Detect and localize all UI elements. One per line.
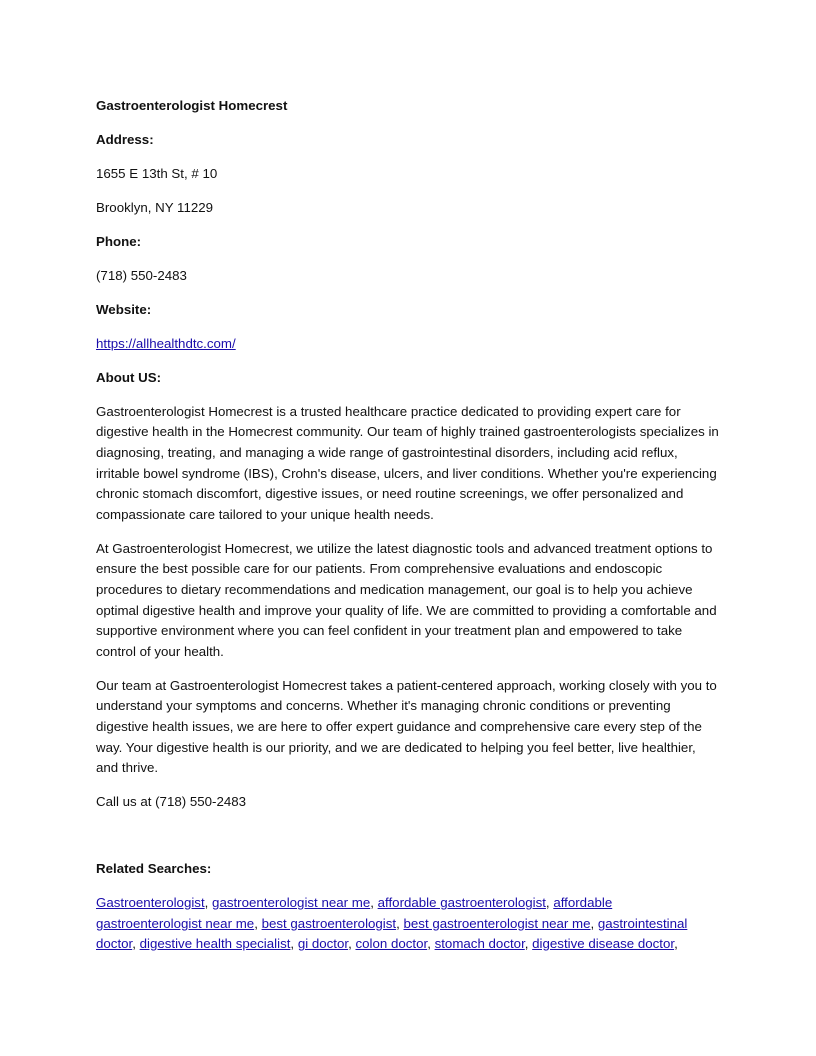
call-us-text: Call us at (718) 550-2483 (96, 794, 247, 810)
address-line-2: Brooklyn, NY 11229 (96, 199, 214, 215)
related-link[interactable]: Gastroenterologist (96, 895, 205, 911)
related-link[interactable]: best gastroenterologist (261, 915, 397, 931)
address-line-1: 1655 E 13th St, # 10 (96, 165, 218, 181)
related-link[interactable]: digestive disease doctor (532, 936, 675, 952)
website-label: Website: (96, 301, 152, 317)
address-label: Address: (96, 131, 154, 147)
related-link[interactable]: stomach doctor (434, 936, 525, 952)
related-link[interactable]: gastrointestinal doctor (96, 915, 688, 952)
related-searches-label: Related Searches: (96, 861, 212, 877)
link-separator: , (370, 895, 378, 911)
link-separator: , (348, 936, 356, 952)
related-link[interactable]: gi doctor (297, 936, 349, 952)
related-link[interactable]: affordable gastroenterologist (377, 895, 546, 911)
website-link[interactable]: https://allhealthdtc.com/ (96, 335, 236, 351)
related-link[interactable]: best gastroenterologist near me (403, 915, 591, 931)
link-separator: , (290, 936, 298, 952)
related-link[interactable]: affordable gastroenterologist near me (96, 895, 613, 931)
link-separator: , (524, 936, 533, 952)
document-page (96, 96, 720, 968)
link-separator: , (590, 915, 598, 931)
about-paragraph-3: Our team at Gastroenterologist Homecrest takes a patient-centered approach, working closely with you to understand your symptoms and concerns. Whether it's managing chronic conditions or preventing digestive health issues, we are here to offer expert guidance and comprehensive care every step of the way. Your digestive health is our priority, and we are dedicated to helping you feel better, live healthier, and thrive. (96, 677, 717, 776)
link-separator: , (545, 895, 554, 911)
about-label: About US: (96, 369, 161, 385)
trailing-separator: , (674, 936, 678, 952)
phone-label: Phone: (96, 233, 142, 249)
document-title: Gastroenterologist Homecrest (96, 98, 288, 113)
about-paragraph-2: At Gastroenterologist Homecrest, we utilize the latest diagnostic tools and advanced treatment options to ensure the best possible care for our patients. From comprehensive evaluations and endoscopic procedures to dietary recommendations and medication management, our goal is to help you achieve optimal digestive health and improve your quality of life. We are committed to providing a comfortable and supportive environment where you can feel confident in your treatment plan and empowered to take control of your health. (96, 540, 717, 659)
about-paragraph-1: Gastroenterologist Homecrest is a trusted healthcare practice dedicated to providing expert care for digestive health in the Homecrest community. Our team of highly trained gastroenterologists specializes in diagnosing, treating, and managing a wide range of gastrointestinal disorders, including acid reflux, irritable bowel syndrome (IBS), Crohn's disease, ulcers, and liver conditions. Whether you're experiencing chronic stomach discomfort, digestive issues, or need routine screenings, we offer personalized and compassionate care tailored to your unique health needs. (96, 403, 719, 522)
website-line (96, 334, 720, 355)
link-separator: , (396, 915, 404, 931)
related-searches-links (96, 893, 720, 955)
phone-number: (718) 550-2483 (96, 267, 187, 283)
link-separator: , (204, 895, 213, 911)
related-link[interactable]: digestive health specialist (139, 936, 291, 952)
link-separator: , (132, 936, 140, 952)
link-separator: , (254, 915, 262, 931)
link-separator: , (427, 936, 435, 952)
related-link[interactable]: colon doctor (355, 936, 428, 952)
spacer (96, 826, 720, 859)
related-link[interactable]: gastroenterologist near me (212, 895, 371, 911)
